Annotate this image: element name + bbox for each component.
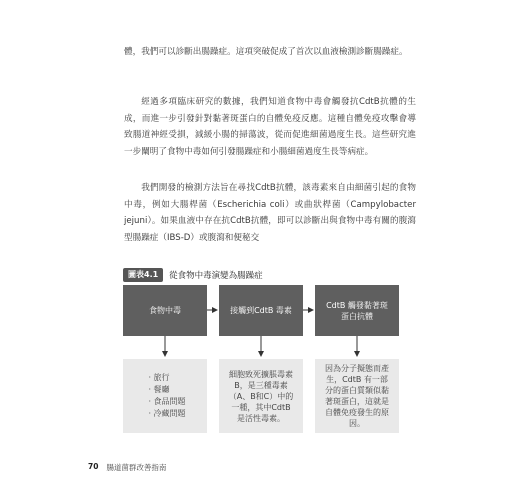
page-number: 70	[88, 462, 99, 471]
list-item: · 食品問題	[148, 397, 186, 406]
paragraph-3-text: 我們開發的檢測方法旨在尋找CdtB抗體，該毒素來自由細菌引起的食物中毒，例如大腸桿菌（Escherichia coli）或曲狀桿菌（Campylobacter jejuni）。如果血液中存在抗CdtB抗體，即可以診斷出與食物中毒有關的腹瀉型腸躁症（IBS-D）或腹瀉和便秘交	[124, 183, 416, 244]
detail-box-mimicry-text: 因為分子擬態而產生，CdtB 有一部分的蛋白質類似黏著斑蛋白，這就是自體免疫發生的原因。	[325, 364, 389, 428]
figure-tag: 圖表4.1	[123, 268, 163, 282]
paragraph-3	[124, 180, 416, 247]
paragraph-2-text: 經過多項臨床研究的數據，我們知道食物中毒會觸發抗CdtB抗體的生成，而進一步引發針對黏著斑蛋白的自體免疫反應。這種自體免疫攻擊會導致腸道神經受損，減緩小腸的掃蕩波，從而促進細菌過度生長。這些研究進一步闡明了食物中毒如何引發腸躁症和小腸細菌過度生長等病症。	[124, 97, 416, 158]
figure-caption	[123, 268, 263, 282]
flow-box-vinculin-antibody	[315, 285, 399, 336]
flow-box-food-poisoning-label: 食物中毒	[149, 306, 181, 315]
list-item: · 旅行	[148, 373, 170, 382]
paragraph-1	[124, 44, 416, 61]
paragraph-2	[124, 94, 416, 161]
figure-title: 從食物中毒演變為腸躁症	[169, 271, 263, 281]
flow-box-food-poisoning	[123, 285, 207, 336]
detail-box-causes	[123, 359, 207, 433]
flow-box-cdtb-exposure	[219, 285, 303, 336]
page-footer	[88, 462, 166, 473]
list-item: · 冷藏問題	[148, 409, 186, 418]
paragraph-1-text: 體，我們可以診斷出腸躁症。這項突破促成了首次以血液檢測診斷腸躁症。	[124, 47, 408, 57]
flow-box-cdtb-exposure-label: 接觸到CdtB 毒素	[230, 306, 292, 315]
detail-box-cdtb-text: 細胞致死擴脹毒素B，是三種毒素（A、B和C）中的一種，其中CdtB 是活性毒素。	[228, 369, 294, 423]
flow-box-vinculin-antibody-label: CdtB 觸發黏著斑蛋白抗體	[326, 300, 388, 321]
detail-box-mimicry	[315, 359, 399, 433]
book-title: 腸道菌群改善指南	[106, 463, 167, 472]
list-item: · 餐廳	[148, 385, 170, 394]
causes-list	[144, 372, 185, 420]
detail-box-cdtb	[219, 359, 303, 433]
